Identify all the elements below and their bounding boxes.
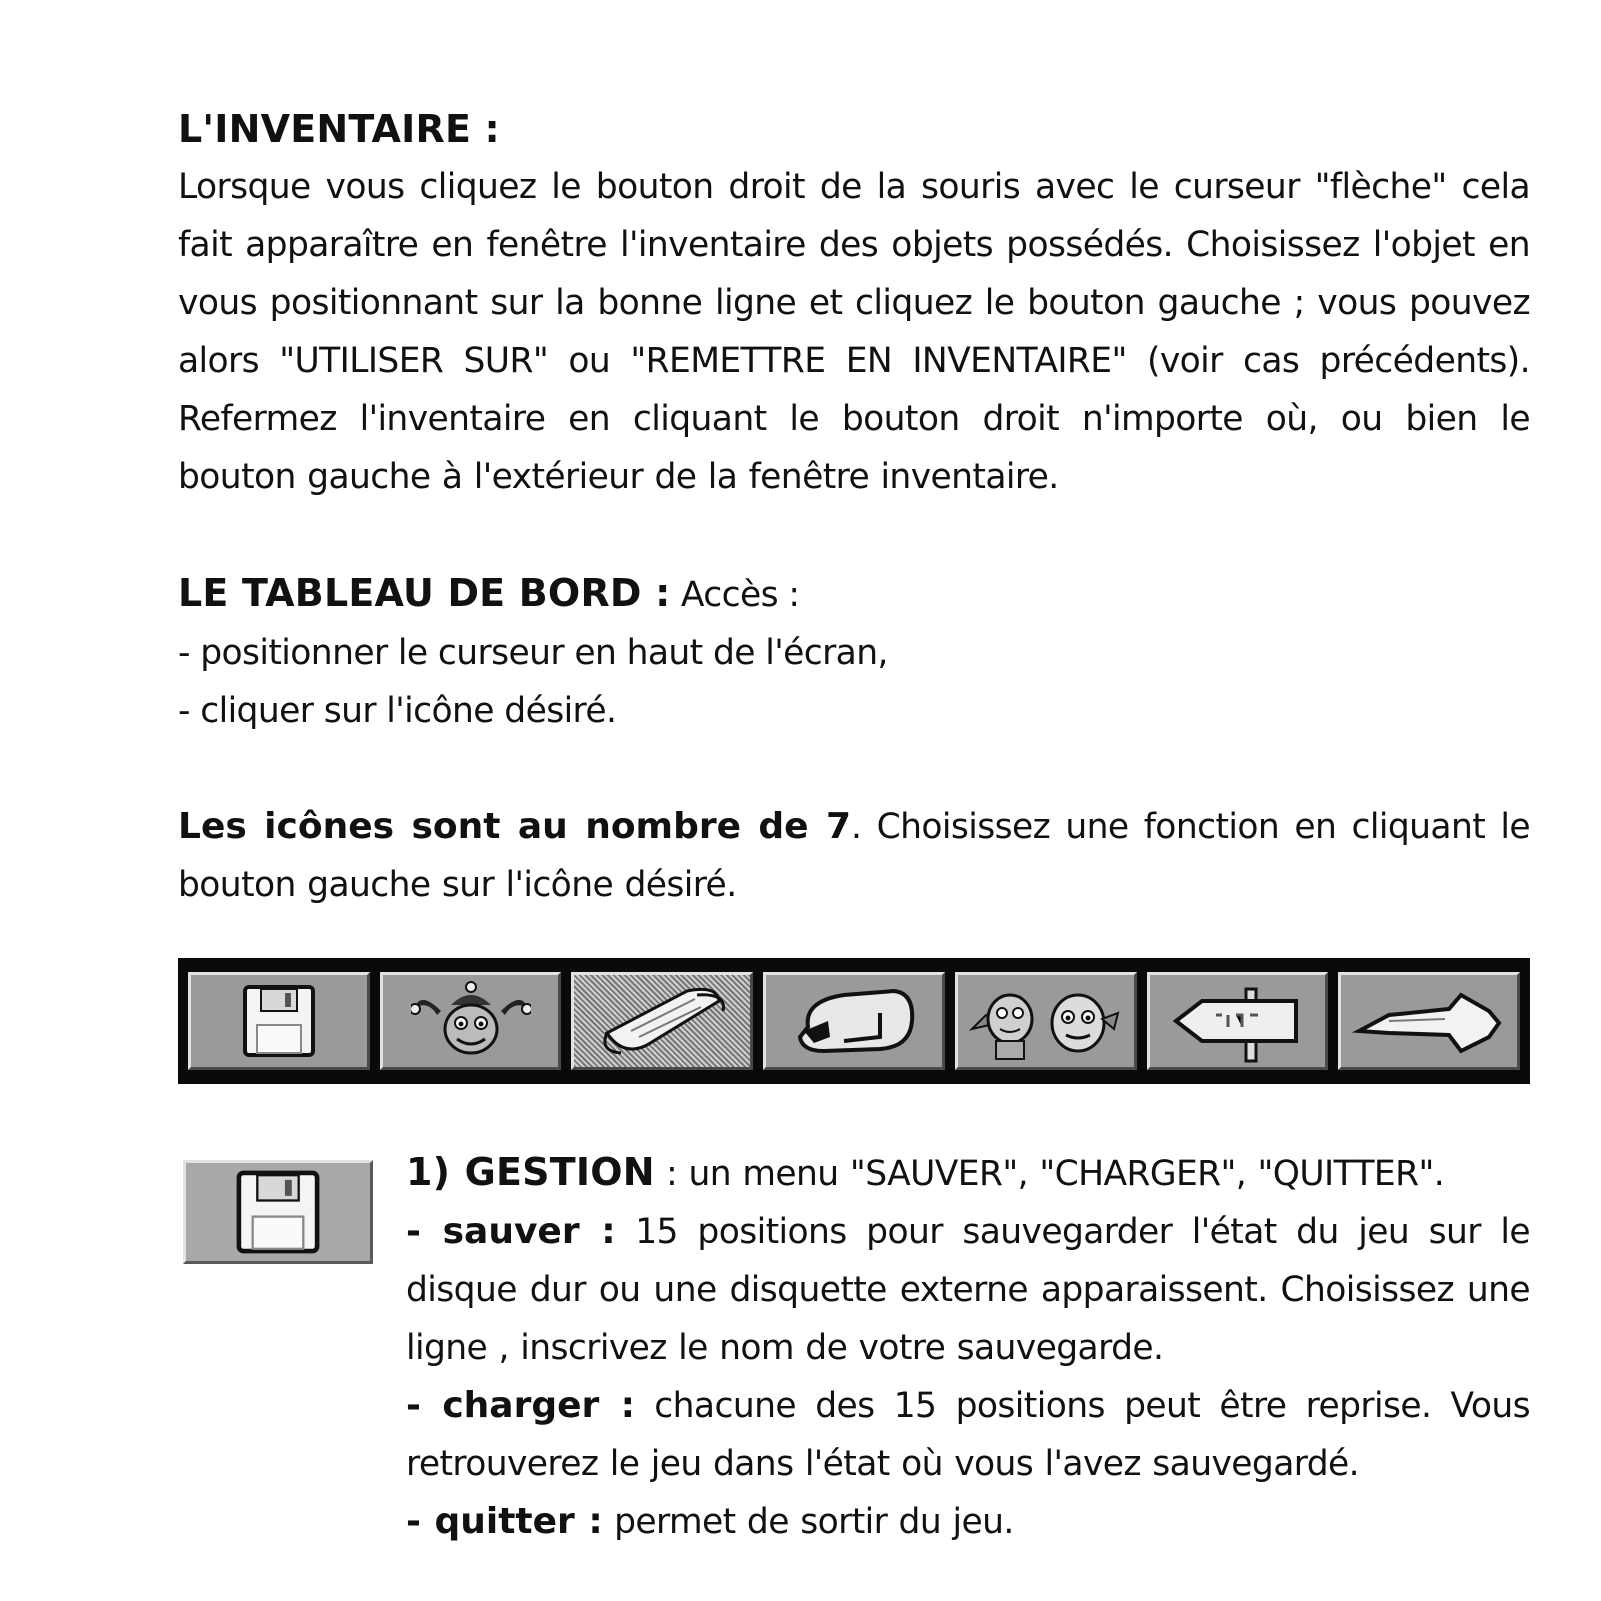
scroll-icon xyxy=(587,981,737,1061)
gestion-charger-text: chacune des 15 positions peut être reprise. Vous retrouverez le jeu dans l'état où vous l'avez sauvegardé. xyxy=(406,1386,1531,1484)
toolbar-characters-button[interactable] xyxy=(955,972,1137,1070)
key-icon xyxy=(1349,981,1509,1061)
gestion-icon-illustration xyxy=(183,1160,373,1264)
toolbar-scroll-button[interactable] xyxy=(571,972,753,1070)
jester-icon xyxy=(411,981,531,1061)
floppy-disk-icon xyxy=(239,981,319,1061)
gestion-quitter xyxy=(406,1493,1530,1551)
gestion-sauver-text: 15 positions pour sauvegarder l'état du jeu sur le disque dur ou une disquette externe apparaissent. Choisissez une ligne , inscrivez le nom de votre sauvegarde. xyxy=(406,1212,1530,1368)
gestion-quitter-text: permet de sortir du jeu. xyxy=(602,1502,1014,1542)
manual-page xyxy=(178,100,1530,914)
tableau-access: Accès : xyxy=(670,575,800,615)
hand-icon xyxy=(784,981,924,1061)
inventaire-heading: L'INVENTAIRE : xyxy=(178,107,500,151)
toolbar-hand-button[interactable] xyxy=(763,972,945,1070)
gestion-title: 1) GESTION xyxy=(406,1150,655,1194)
gestion-title-line xyxy=(406,1143,1530,1203)
inventaire-paragraph: Lorsque vous cliquez le bouton droit de la souris avec le curseur "flèche" cela fait apparaître en fenêtre l'inventaire des objets possédés. Choisissez l'objet en vous positionnant sur la bonne ligne et cliquez le bouton gauche ; vous pouvez alors "UTILISER SUR" ou "REMETTRE EN INVENTAIRE" (voir cas précédents). Refermez l'inventaire en cliquant le bouton droit n'importe où, ou bien le bouton gauche à l'extérieur de la fenêtre inventaire. xyxy=(178,167,1530,497)
gestion-charger xyxy=(406,1377,1530,1493)
gestion-sauver-label: - sauver : xyxy=(406,1211,616,1252)
toolbar-gestion-button[interactable] xyxy=(188,972,370,1070)
signpost-icon xyxy=(1162,979,1312,1063)
toolbar-exit-button[interactable] xyxy=(1338,972,1520,1070)
two-characters-icon xyxy=(966,979,1126,1063)
floppy-disk-icon xyxy=(230,1166,326,1258)
toolbar-jester-button[interactable] xyxy=(380,972,562,1070)
tableau-step: - cliquer sur l'icône désiré. xyxy=(178,691,617,731)
dashboard-toolbar xyxy=(178,958,1530,1084)
tableau-heading-line xyxy=(178,564,1530,624)
gestion-menu: : un menu "SAUVER", "CHARGER", "QUITTER". xyxy=(654,1154,1445,1194)
tableau-section xyxy=(178,564,1530,740)
gestion-section xyxy=(406,1143,1530,1551)
gestion-sauver xyxy=(406,1203,1530,1377)
gestion-quitter-label: - quitter : xyxy=(406,1501,603,1542)
tableau-step: - positionner le curseur en haut de l'écran, xyxy=(178,633,888,673)
inventaire-section xyxy=(178,100,1530,506)
icones-paragraph xyxy=(178,798,1530,914)
tableau-heading: LE TABLEAU DE BORD : xyxy=(178,571,671,615)
icones-bold: Les icônes sont au nombre de 7 xyxy=(178,806,852,847)
toolbar-signpost-button[interactable] xyxy=(1147,972,1329,1070)
icones-text: . Choisissez une fonction en cliquant le bouton gauche sur l'icône désiré. xyxy=(178,807,1530,905)
gestion-charger-label: - charger : xyxy=(406,1385,636,1426)
